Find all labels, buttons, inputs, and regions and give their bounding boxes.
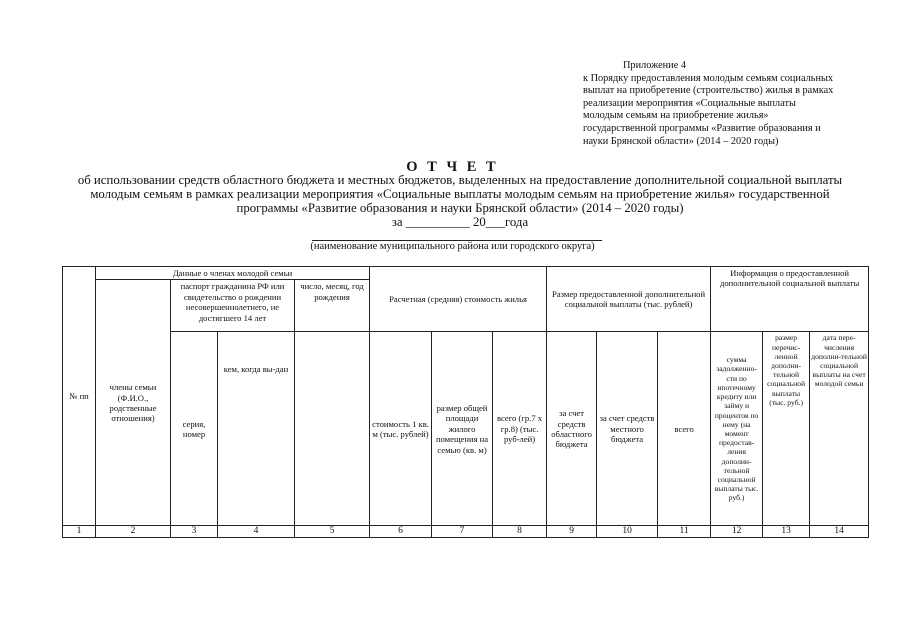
appendix-line: государственной программы «Развитие образования и — [583, 122, 821, 134]
cost-per-sqm-header: стоимость 1 кв. м (тыс. рублей) — [370, 332, 432, 526]
family-data-group-header: Данные о членах молодой семьи — [96, 267, 370, 280]
column-number: 8 — [493, 526, 547, 538]
living-area-header: размер общей площади жилого помещения на семью (кв. м) — [432, 332, 493, 526]
appendix-line: реализации мероприятия «Социальные выплаты — [583, 97, 796, 109]
total-payment-header: всего — [658, 332, 711, 526]
column-number: 5 — [295, 526, 370, 538]
payment-info-group-header: Информация о предоставленной дополнительной социальной выплаты — [711, 267, 869, 332]
report-table — [62, 266, 869, 538]
transferred-amount-header: размер перечис-ленной дополни-тельной социальной выплаты (тыс. руб.) — [763, 332, 810, 526]
report-period: за __________ 20___года — [391, 215, 529, 229]
total-cost-header: всего (гр.7 х гр.8) (тыс. руб-лей) — [493, 332, 547, 526]
col-number-header: № пп — [63, 267, 96, 526]
family-members-header: члены семьи (Ф.И.О., родственные отношения) — [96, 280, 171, 526]
series-number-header: серия, номер — [171, 332, 218, 526]
local-budget-header: за счет средств местного бюджета — [597, 332, 658, 526]
appendix-line: к Порядку предоставления молодым семьям социальных — [583, 72, 834, 84]
subtitle-line: молодым семьям в рамках реализации мероприятия «Социальные выплаты молодым семьям на приобретение жилья» государственной — [90, 187, 830, 201]
passport-group-header: паспорт гражданина РФ или свидетельство о рождении несовершеннолетнего, не достигшего 14 лет — [171, 280, 295, 332]
regional-budget-header: за счет средств областного бюджета — [547, 332, 597, 526]
municipality-caption: (наименование муниципального района или городского округа) — [310, 241, 595, 252]
column-number: 13 — [763, 526, 810, 538]
column-number: 9 — [547, 526, 597, 538]
column-number: 2 — [96, 526, 171, 538]
column-number: 4 — [218, 526, 295, 538]
payment-size-group-header: Размер предоставленной дополнительной социальной выплаты (тыс. рублей) — [547, 267, 711, 332]
report-subtitle — [40, 173, 880, 229]
column-number: 7 — [432, 526, 493, 538]
mortgage-debt-header: сумма задолженно-сти по ипотечному кредиту или займу и процентов по нему (на момент предостав-ления дополни-тельной социальной выплаты тыс. руб.) — [711, 332, 763, 526]
column-number: 12 — [711, 526, 763, 538]
appendix-block — [583, 60, 883, 148]
column-number: 11 — [658, 526, 711, 538]
column-number: 10 — [597, 526, 658, 538]
birth-date-continuation — [295, 332, 370, 526]
report-title: О Т Ч Е Т — [406, 159, 499, 175]
subtitle-line: об использовании средств областного бюджета и местных бюджетов, выделенных на предоставление дополнительной социальной выплаты — [77, 173, 843, 187]
column-number: 6 — [370, 526, 432, 538]
birth-date-header: число, месяц, год рождения — [295, 280, 370, 332]
column-number: 14 — [810, 526, 869, 538]
appendix-line: выплат на приобретение (строительство) жилья в рамках — [583, 85, 834, 97]
column-number: 3 — [171, 526, 218, 538]
issued-by-header: кем, когда вы-дан — [218, 332, 295, 526]
column-number: 1 — [63, 526, 96, 538]
appendix-title: Приложение 4 — [623, 60, 686, 71]
housing-cost-group-header: Расчетная (средняя) стоимость жилья — [370, 267, 547, 332]
subtitle-line: программы «Развитие образования и науки Брянской области» (2014 – 2020 годы) — [236, 201, 684, 215]
appendix-line: науки Брянской области» (2014 – 2020 годы) — [583, 135, 779, 147]
appendix-line: молодым семьям на приобретение жилья» — [583, 110, 769, 122]
transfer-date-header: дата пере-числения дополни-тельной социальной выплаты на счет молодой семьи — [810, 332, 869, 526]
